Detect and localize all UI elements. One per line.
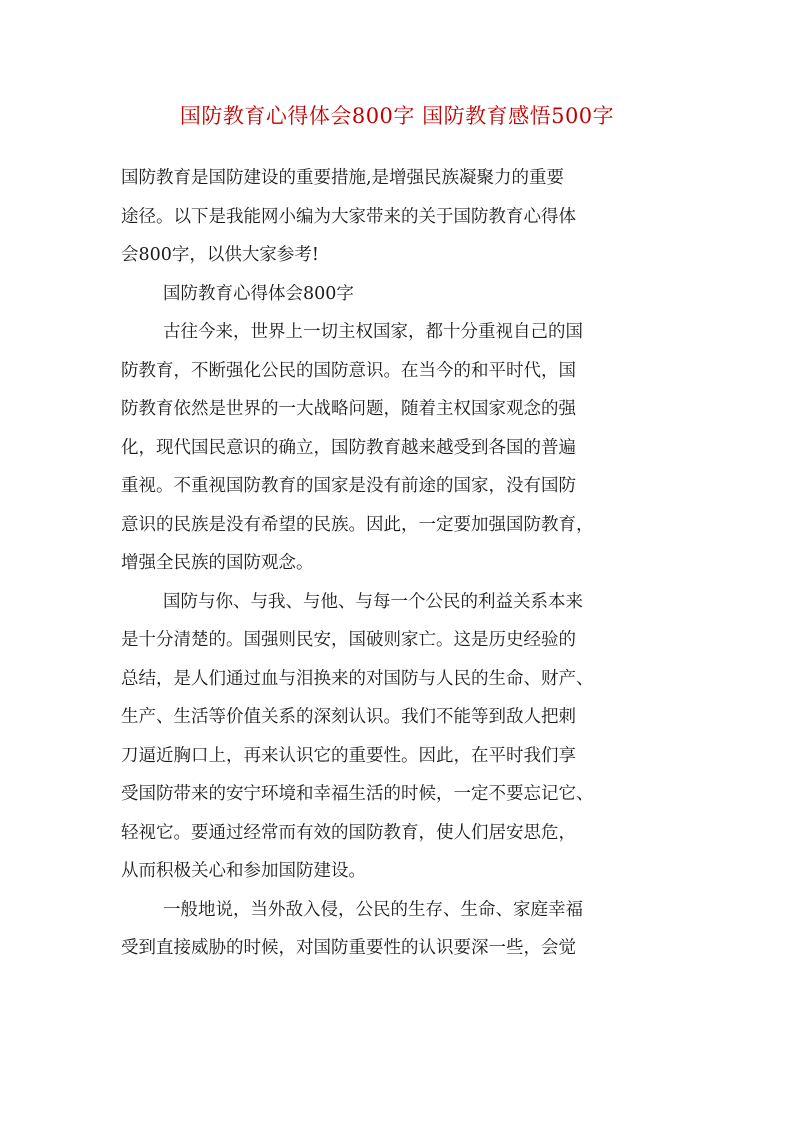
text-line: 轻视它。要通过经常而有效的国防教育，使人们居安思危， [121, 822, 576, 843]
paragraph-subheading [121, 275, 673, 314]
paragraph-body [121, 891, 673, 968]
text-line: 防教育依然是世界的一大战略问题，随着主权国家观念的强 [121, 399, 576, 419]
paragraph-intro [121, 159, 673, 275]
paragraph-body [121, 583, 673, 891]
text-line: 古往今来，世界上一切主权国家，都十分重视自己的国 [163, 322, 583, 342]
text-line: 会800字，以供大家参考! [121, 245, 319, 265]
text-line: 国防与你、与我、与他、与每一个公民的利益关系本来 [163, 591, 583, 612]
paragraph-body [121, 313, 673, 583]
text-line: 化，现代国民意识的确立，国防教育越来越受到各国的普遍 [121, 437, 576, 458]
text-line: 国防教育是国防建设的重要措施,是增强民族凝聚力的重要 [121, 168, 565, 188]
text-line: 途径。以下是我能网小编为大家带来的关于国防教育心得体 [121, 206, 576, 227]
text-line: 增强全民族的国防观念。 [121, 553, 314, 573]
document-title: 国防教育心得体会800字 国防教育感悟500字 [179, 104, 615, 128]
text-line: 一般地说，当外敌入侵，公民的生存、生命、家庭幸福 [163, 899, 583, 920]
text-line: 防教育，不断强化公民的国防意识。在当今的和平时代，国 [121, 360, 576, 381]
text-line: 受国防带来的安宁环境和幸福生活的时候，一定不要忘记它、 [121, 784, 594, 804]
text-line: 受到直接威胁的时候，对国防重要性的认识要深一些，会觉 [121, 938, 576, 958]
text-line: 意识的民族是没有希望的民族。因此，一定要加强国防教育， [121, 514, 594, 535]
document-body [121, 159, 673, 968]
text-line: 刀逼近胸口上，再来认识它的重要性。因此，在平时我们享 [121, 745, 576, 766]
text-line: 国防教育心得体会800字 [163, 283, 354, 304]
text-line: 是十分清楚的。国强则民安，国破则家亡。这是历史经验的 [121, 630, 576, 650]
text-line: 生产、生活等价值关系的深刻认识。我们不能等到敌人把刺 [121, 707, 576, 727]
text-line: 从而积极关心和参加国防建设。 [121, 861, 366, 881]
text-line: 总结，是人们通过血与泪换来的对国防与人民的生命、财产、 [121, 668, 594, 689]
text-line: 重视。不重视国防教育的国家是没有前途的国家，没有国防 [121, 476, 576, 496]
